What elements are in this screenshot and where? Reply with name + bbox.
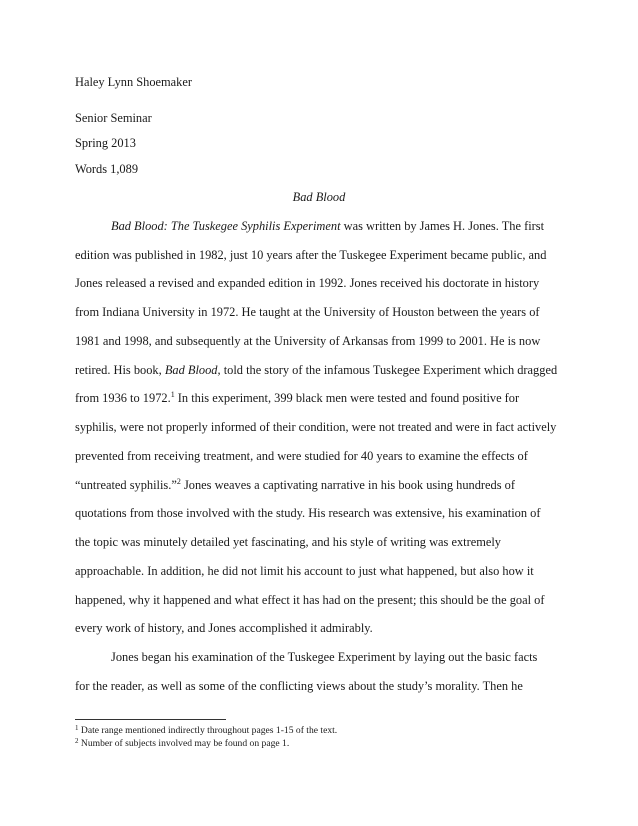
footnote-ref: 2: [176, 477, 181, 486]
author-name: Haley Lynn Shoemaker: [75, 75, 192, 89]
paragraph-line: happened, why it happened and what effect it has had on the present; this should be the goal of: [75, 593, 545, 607]
paragraph-line: syphilis, were not properly informed of their condition, were not treated and were in fact actively: [75, 420, 557, 434]
paragraph-line: “untreated syphilis.”$^2$ Jones weaves a captivating narrative in his book using hundreds of: [75, 477, 515, 492]
paragraph-line: for the reader, as well as some of the conflicting views about the study’s morality. Then he: [75, 679, 523, 693]
paragraph-line: the topic was minutely detailed yet fascinating, and his style of writing was extremely: [75, 535, 501, 549]
term: Spring 2013: [75, 136, 136, 150]
paragraph-line: Bad Blood: The Tuskegee Syphilis Experiment was written by James H. Jones. The first: [111, 219, 545, 233]
paragraph-line: 1981 and 1998, and subsequently at the University of Arkansas from 1999 to 2001. He is now: [75, 334, 541, 348]
paragraph-line: every work of history, and Jones accomplished it admirably.: [75, 621, 373, 635]
paragraph-line: from Indiana University in 1972. He taught at the University of Houston between the years of: [75, 305, 540, 319]
course-name: Senior Seminar: [75, 111, 152, 125]
paragraph-line: from 1936 to 1972.$^1$ In this experiment, 399 black men were tested and found positive for: [75, 390, 520, 405]
paragraph-line: edition was published in 1982, just 10 years after the Tuskegee Experiment became public, and: [75, 248, 547, 262]
paragraph-line: Jones began his examination of the Tuskegee Experiment by laying out the basic facts: [111, 650, 538, 664]
paragraph-line: Jones released a revised and expanded edition in 1992. Jones received his doctorate in history: [75, 276, 540, 290]
footnote-number: 1: [75, 724, 79, 732]
book-title: Bad Blood,: [164, 363, 221, 377]
footnote-number: 2: [75, 737, 79, 745]
document-title: Bad Blood: [292, 190, 346, 204]
paragraph-line: prevented from receiving treatment, and were studied for 40 years to examine the effects of: [75, 449, 528, 463]
paragraph-line: quotations from those involved with the study. His research was extensive, his examination of: [75, 506, 541, 520]
footnote: $^2$ Number of subjects involved may be found on page 1.: [75, 737, 290, 749]
paragraph-line: retired. His book, Bad Blood, told the story of the infamous Tuskegee Experiment which dragged: [75, 363, 558, 377]
paragraph-line: approachable. In addition, he did not limit his account to just what happened, but also how it: [75, 564, 534, 578]
footnote-ref: 1: [170, 390, 175, 399]
footnote-separator: [75, 719, 226, 720]
book-title: Bad Blood: The Tuskegee Syphilis Experiment: [111, 219, 341, 233]
footnote: $^1$ Date range mentioned indirectly throughout pages 1-15 of the text.: [75, 724, 338, 736]
word-count: Words 1,089: [75, 162, 139, 176]
